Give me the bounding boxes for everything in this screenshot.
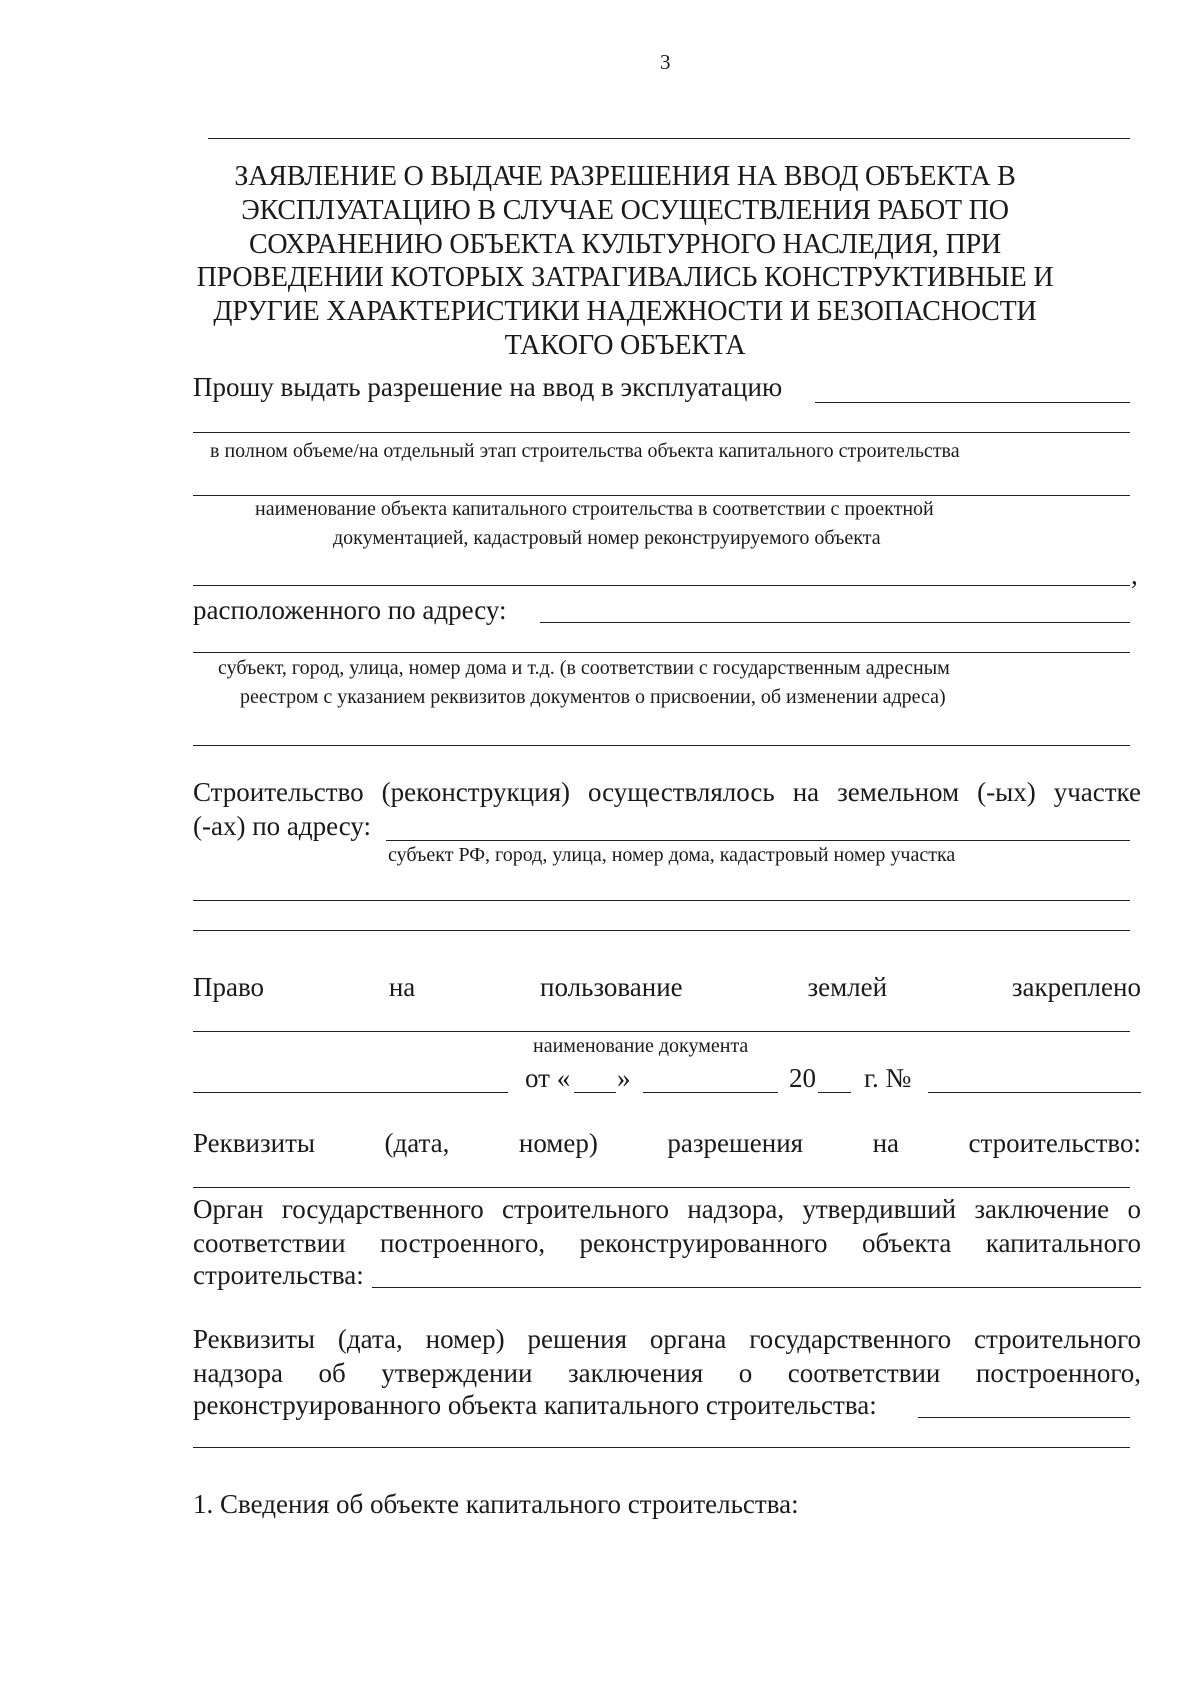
doc-day-field[interactable] bbox=[574, 1092, 616, 1093]
title-line: ЭКСПЛУАТАЦИЮ В СЛУЧАЕ ОСУЩЕСТВЛЕНИЯ РАБОТ ПО bbox=[241, 194, 1009, 226]
object-hint-line: наименование объекта капитального строительства в соответствии с проектной bbox=[255, 498, 934, 520]
word: земельном bbox=[837, 777, 960, 807]
doc-field-left[interactable] bbox=[193, 1092, 508, 1093]
address-hint-line: реестром с указанием реквизитов документов о присвоении, об изменении адреса) bbox=[240, 686, 946, 708]
object-name-field-2[interactable] bbox=[193, 585, 1130, 586]
word: (дата, bbox=[384, 1128, 450, 1158]
land-hint: субъект РФ, город, улица, номер дома, кадастровый номер участка bbox=[388, 844, 956, 866]
address-field[interactable] bbox=[540, 622, 1130, 623]
address-hint-line: субъект, город, улица, номер дома и т.д. (в соответствии с государственным адресным bbox=[218, 657, 950, 679]
address-field-3[interactable] bbox=[193, 745, 1130, 746]
organ-field[interactable] bbox=[372, 1287, 1141, 1288]
document-title bbox=[190, 160, 1060, 363]
organ-line: Орган государственного строительного надзора, утвердивший заключение о bbox=[193, 1194, 1141, 1224]
request-field[interactable] bbox=[815, 402, 1130, 403]
decision-line: надзора об утверждении заключения о соответствии построенного, bbox=[193, 1358, 1141, 1388]
word: на bbox=[872, 1128, 900, 1158]
decision-field-2[interactable] bbox=[193, 1447, 1130, 1448]
word: на bbox=[388, 972, 416, 1002]
address-label: расположенного по адресу: bbox=[193, 595, 507, 625]
object-hint-line: документацией, кадастровый номер реконструируемого объекта bbox=[333, 527, 881, 549]
page-number: 3 bbox=[660, 50, 671, 74]
land-address-field[interactable] bbox=[386, 840, 1130, 841]
word: Строительство bbox=[193, 777, 364, 807]
header-rule bbox=[208, 138, 1130, 139]
title-line: ПРОВЕДЕНИИ КОТОРЫХ ЗАТРАГИВАЛИСЬ КОНСТРУКТИВНЫЕ И bbox=[196, 262, 1054, 294]
decision-last: реконструированного объекта капитального строительства: bbox=[193, 1390, 877, 1420]
word: разрешения bbox=[667, 1128, 804, 1158]
trailing-comma: , bbox=[1131, 560, 1138, 590]
land-address-field-2[interactable] bbox=[193, 900, 1130, 901]
doc-hint: наименование документа bbox=[533, 1035, 749, 1057]
decision-paragraph bbox=[193, 1322, 1141, 1390]
land-address-field-3[interactable] bbox=[193, 930, 1130, 931]
word: закреплено bbox=[1011, 972, 1141, 1002]
organ-paragraph bbox=[193, 1192, 1141, 1260]
object-name-field[interactable] bbox=[193, 495, 1130, 496]
word: пользование bbox=[540, 972, 683, 1002]
organ-line: соответствии построенного, реконструированного объекта капитального bbox=[193, 1228, 1141, 1258]
address-field-2[interactable] bbox=[193, 652, 1130, 653]
word: строительство: bbox=[968, 1128, 1141, 1158]
doc-g-no: г. № bbox=[864, 1063, 912, 1093]
permit-field[interactable] bbox=[193, 1187, 1130, 1188]
doc-year: 20 bbox=[789, 1063, 816, 1093]
doc-from: от « bbox=[525, 1063, 571, 1093]
word: землей bbox=[807, 972, 888, 1002]
scope-hint: в полном объеме/на отдельный этап строительства объекта капитального строительства bbox=[210, 440, 960, 462]
title-line: ЗАЯВЛЕНИЕ О ВЫДАЧЕ РАЗРЕШЕНИЯ НА ВВОД ОБЪЕКТА В bbox=[234, 161, 1016, 192]
permit-line bbox=[193, 1128, 1141, 1159]
word: (-ых) bbox=[977, 777, 1036, 807]
word: (реконструкция) bbox=[381, 777, 570, 807]
title-line: СОХРАНЕНИЮ ОБЪЕКТА КУЛЬТУРНОГО НАСЛЕДИЯ, ПРИ bbox=[248, 228, 1002, 260]
word: на bbox=[792, 777, 820, 807]
doc-year-field[interactable] bbox=[818, 1092, 851, 1093]
section-1-heading: 1. Сведения об объекте капитального строительства: bbox=[193, 1489, 799, 1519]
decision-line: Реквизиты (дата, номер) решения органа государственного строительного bbox=[193, 1324, 1141, 1354]
request-label: Прошу выдать разрешение на ввод в эксплуатацию bbox=[193, 372, 783, 402]
doc-number-field[interactable] bbox=[928, 1092, 1141, 1093]
construction-line bbox=[193, 777, 1141, 808]
organ-last: строительства: bbox=[193, 1260, 364, 1290]
title-line: ДРУГИЕ ХАРАКТЕРИСТИКИ НАДЕЖНОСТИ И БЕЗОПАСНОСТИ bbox=[213, 296, 1037, 328]
right-line bbox=[193, 972, 1141, 1003]
word: Реквизиты bbox=[193, 1128, 316, 1158]
word: номер) bbox=[518, 1128, 598, 1158]
decision-field[interactable] bbox=[918, 1417, 1130, 1418]
title-line: ТАКОГО ОБЪЕКТА bbox=[504, 329, 746, 361]
construction-line-2: (-ах) по адресу: bbox=[193, 811, 372, 841]
word: участке bbox=[1053, 777, 1141, 807]
scope-field[interactable] bbox=[193, 432, 1130, 433]
right-document-field[interactable] bbox=[193, 1031, 1130, 1032]
doc-month-field[interactable] bbox=[643, 1092, 778, 1093]
word: осуществлялось bbox=[587, 777, 775, 807]
word: Право bbox=[193, 972, 265, 1002]
doc-quote-close: » bbox=[617, 1063, 631, 1093]
